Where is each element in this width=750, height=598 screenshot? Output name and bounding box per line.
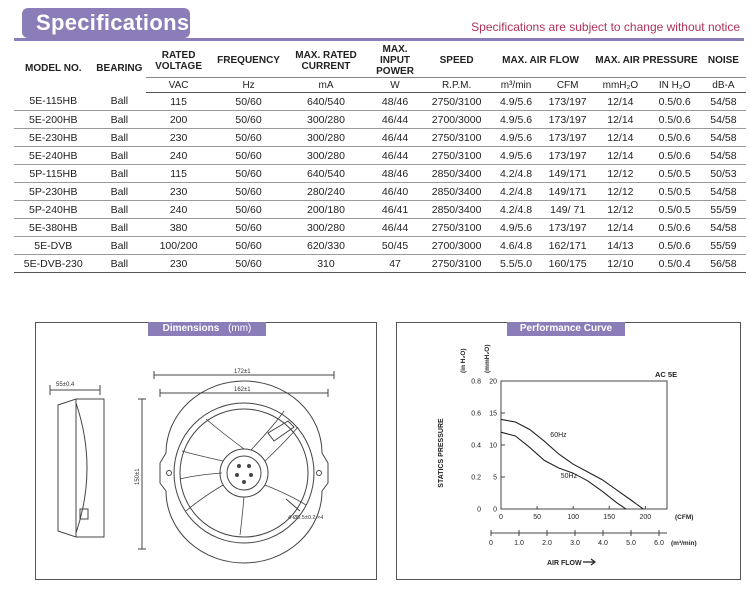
cell-voltage: 240 (146, 147, 211, 165)
x-tick-label-m3: 4.0 (598, 540, 608, 547)
x-tick-label-cfm: 200 (639, 514, 652, 521)
cell-voltage: 230 (146, 255, 211, 273)
cell-bearing: Ball (93, 165, 147, 183)
y-axis-label: STATICS PRESSURE (438, 418, 445, 488)
dim-label-depth: 55±0.4 (56, 382, 75, 388)
cell-airflow-m3: 4.9/5.6 (489, 111, 543, 129)
table-row (14, 111, 746, 129)
col-header-model: MODEL NO. (25, 62, 82, 74)
cell-speed: 2750/3100 (424, 147, 489, 165)
table-row (14, 237, 746, 255)
y-unit-right: (mmH₂O) (484, 344, 491, 373)
cell-model: 5E-DVB-230 (14, 255, 93, 273)
unit-cell: VAC (146, 78, 211, 93)
fan-side-view (50, 385, 104, 537)
cell-pressure-mm: 14/13 (592, 237, 648, 255)
cell-current: 300/280 (286, 147, 366, 165)
notice-text: Specifications are subject to change without notice (471, 20, 740, 34)
cell-voltage: 115 (146, 165, 211, 183)
performance-panel (396, 322, 741, 580)
cell-bearing: Ball (93, 111, 147, 129)
cell-noise: 54/58 (701, 129, 746, 147)
cell-airflow-cfm: 149/171 (543, 165, 592, 183)
col-header-power: MAX. INPUT POWER (376, 44, 414, 77)
cell-current: 300/280 (286, 129, 366, 147)
cell-airflow-cfm: 173/197 (543, 111, 592, 129)
cell-voltage: 115 (146, 93, 211, 111)
cell-speed: 2750/3100 (424, 255, 489, 273)
cell-frequency: 50/60 (211, 93, 286, 111)
cell-speed: 2850/3400 (424, 183, 489, 201)
table-row (14, 129, 746, 147)
cell-bearing: Ball (93, 237, 147, 255)
dim-label-outer-width: 172±1 (234, 369, 251, 375)
fan-front-view (138, 371, 334, 563)
section-divider (14, 38, 744, 41)
cell-model: 5E-380HB (14, 219, 93, 237)
cell-speed: 2850/3400 (424, 165, 489, 183)
dimensions-title: Dimensions (162, 323, 220, 334)
cell-power: 50/45 (366, 237, 425, 255)
cell-pressure-mm: 12/14 (592, 147, 648, 165)
cell-airflow-cfm: 173/197 (543, 147, 592, 165)
y-tick-label-mm: 5 (493, 474, 497, 482)
x-axis-label: AIR FLOW (547, 560, 582, 567)
col-header-bearing: BEARING (96, 62, 143, 74)
cell-current: 640/540 (286, 93, 366, 111)
x-tick-label-m3: 1.0 (514, 540, 524, 547)
cell-current: 620/330 (286, 237, 366, 255)
cell-noise: 54/58 (701, 219, 746, 237)
col-header-airflow: MAX. AIR FLOW (502, 55, 579, 66)
unit-cell: dB-A (701, 78, 746, 93)
cell-model: 5E-230HB (14, 129, 93, 147)
cell-voltage: 240 (146, 201, 211, 219)
cell-noise: 54/58 (701, 147, 746, 165)
y-tick-label-in: 0.8 (471, 378, 481, 386)
cell-pressure-mm: 12/10 (592, 255, 648, 273)
table-row (14, 201, 746, 219)
cell-frequency: 50/60 (211, 237, 286, 255)
cell-bearing: Ball (93, 219, 147, 237)
cell-airflow-m3: 4.2/4.8 (489, 183, 543, 201)
cell-power: 46/44 (366, 111, 425, 129)
cell-pressure-mm: 12/14 (592, 93, 648, 111)
cell-frequency: 50/60 (211, 165, 286, 183)
unit-cell: mA (286, 78, 366, 93)
cell-voltage: 100/200 (146, 237, 211, 255)
col-header-frequency: FREQUENCY (217, 55, 280, 66)
y-tick-label-in: 0.6 (471, 410, 481, 418)
cell-model: 5E-115HB (14, 93, 93, 111)
y-tick-label-in: 0.4 (471, 442, 481, 450)
col-header-pressure: MAX. AIR PRESSURE (595, 55, 698, 66)
cell-airflow-cfm: 149/ 71 (543, 201, 592, 219)
cell-speed: 2750/3100 (424, 129, 489, 147)
cell-frequency: 50/60 (211, 201, 286, 219)
cell-noise: 56/58 (701, 255, 746, 273)
performance-chart (397, 323, 740, 579)
cell-pressure-in: 0.5/0.5 (649, 183, 701, 201)
x-tick-label-cfm: 100 (567, 514, 580, 521)
cell-airflow-cfm: 149/171 (543, 183, 592, 201)
unit-cell: m³/min (489, 78, 543, 93)
cell-airflow-m3: 4.9/5.6 (489, 93, 543, 111)
cell-power: 46/40 (366, 183, 425, 201)
cell-airflow-m3: 4.9/5.6 (489, 219, 543, 237)
cell-pressure-in: 0.5/0.6 (649, 129, 701, 147)
cell-model: 5E-DVB (14, 237, 93, 255)
x-tick-label-cfm: 150 (603, 514, 616, 521)
cell-frequency: 50/60 (211, 129, 286, 147)
cell-airflow-m3: 4.2/4.8 (489, 201, 543, 219)
cell-speed: 2750/3100 (424, 219, 489, 237)
hub-pins (235, 464, 253, 484)
cell-airflow-cfm: 162/171 (543, 237, 592, 255)
cell-frequency: 50/60 (211, 255, 286, 273)
table-row (14, 255, 746, 273)
cell-bearing: Ball (93, 129, 147, 147)
dim-label-hole: 4-Ø5.5±0.2 ×4 (288, 515, 324, 521)
cell-current: 300/280 (286, 219, 366, 237)
fan-dimension-drawing (36, 323, 376, 579)
table-header-row (14, 44, 746, 78)
cell-speed: 2750/3100 (424, 93, 489, 111)
col-header-voltage: RATED VOLTAGE (155, 49, 202, 72)
x-axis-arrow (583, 559, 595, 565)
cell-airflow-cfm: 173/197 (543, 93, 592, 111)
x-tick-label-m3: 6.0 (654, 540, 664, 547)
table-row (14, 165, 746, 183)
y-tick-label-in: 0 (477, 506, 481, 514)
x-tick-label-m3: 0 (489, 540, 493, 547)
x-unit-cfm: (CFM) (675, 514, 694, 521)
unit-cell: Hz (211, 78, 286, 93)
cell-power: 48/46 (366, 165, 425, 183)
cell-power: 46/44 (366, 147, 425, 165)
x-tick-label-cfm: 0 (499, 514, 503, 521)
cell-power: 46/41 (366, 201, 425, 219)
cell-bearing: Ball (93, 147, 147, 165)
cell-pressure-mm: 12/14 (592, 111, 648, 129)
cell-pressure-in: 0.5/0.6 (649, 219, 701, 237)
performance-tab: Performance Curve (507, 322, 625, 336)
cell-pressure-mm: 12/12 (592, 165, 648, 183)
cell-airflow-m3: 4.9/5.6 (489, 147, 543, 165)
cell-current: 280/240 (286, 183, 366, 201)
cell-current: 200/180 (286, 201, 366, 219)
cell-noise: 54/58 (701, 111, 746, 129)
cell-speed: 2850/3400 (424, 201, 489, 219)
cell-pressure-in: 0.5/0.5 (649, 165, 701, 183)
x-tick-label-cfm: 50 (533, 514, 541, 521)
cell-pressure-mm: 12/12 (592, 183, 648, 201)
cell-voltage: 380 (146, 219, 211, 237)
cell-airflow-cfm: 173/197 (543, 219, 592, 237)
cell-voltage: 230 (146, 183, 211, 201)
cell-pressure-in: 0.5/0.4 (649, 255, 701, 273)
col-header-noise: NOISE (707, 55, 739, 66)
cell-airflow-m3: 4.6/4.8 (489, 237, 543, 255)
cell-frequency: 50/60 (211, 111, 286, 129)
cell-frequency: 50/60 (211, 183, 286, 201)
cell-pressure-in: 0.5/0.6 (649, 93, 701, 111)
cell-model: 5P-115HB (14, 165, 93, 183)
cell-model: 5P-230HB (14, 183, 93, 201)
cell-bearing: Ball (93, 93, 147, 111)
cell-frequency: 50/60 (211, 219, 286, 237)
col-header-current: MAX. RATED CURRENT (295, 49, 357, 72)
table-row (14, 93, 746, 111)
cell-bearing: Ball (93, 183, 147, 201)
cell-voltage: 230 (146, 129, 211, 147)
cell-noise: 54/58 (701, 183, 746, 201)
series-label: 50Hz (560, 473, 578, 481)
cell-pressure-in: 0.5/0.5 (649, 201, 701, 219)
x-tick-label-m3: 3.0 (570, 540, 580, 547)
cell-model: 5E-200HB (14, 111, 93, 129)
cell-pressure-mm: 12/12 (592, 201, 648, 219)
cell-bearing: Ball (93, 201, 147, 219)
cell-power: 46/44 (366, 129, 425, 147)
dimensions-panel (35, 322, 377, 580)
table-row (14, 183, 746, 201)
unit-cell: W (366, 78, 425, 93)
cell-airflow-m3: 4.9/5.6 (489, 129, 543, 147)
cell-pressure-mm: 12/14 (592, 219, 648, 237)
y-tick-label-mm: 0 (493, 506, 497, 514)
unit-cell: IN H₂O (649, 78, 701, 93)
y-tick-label-mm: 10 (489, 442, 497, 450)
y-tick-label-in: 0.2 (471, 474, 481, 482)
cell-pressure-in: 0.5/0.6 (649, 111, 701, 129)
cell-speed: 2700/3000 (424, 237, 489, 255)
specifications-table (14, 44, 746, 273)
model-label: AC 5E (655, 370, 678, 379)
cell-model: 5E-240HB (14, 147, 93, 165)
x-unit-m3: (m³/min) (671, 540, 697, 547)
cell-noise: 55/59 (701, 201, 746, 219)
y-unit-left: (in H₂O) (460, 348, 467, 373)
cell-pressure-in: 0.5/0.6 (649, 147, 701, 165)
cell-power: 47 (366, 255, 425, 273)
cell-airflow-m3: 5.5/5.0 (489, 255, 543, 273)
series-line-60Hz (501, 419, 643, 509)
cell-airflow-cfm: 173/197 (543, 129, 592, 147)
x-tick-label-m3: 2.0 (542, 540, 552, 547)
series-label: 60Hz (550, 432, 567, 440)
dim-label-inner-width: 162±1 (234, 387, 251, 393)
unit-cell: CFM (543, 78, 592, 93)
cell-speed: 2700/3000 (424, 111, 489, 129)
table-row (14, 147, 746, 165)
x-tick-label-m3: 5.0 (626, 540, 636, 547)
cell-voltage: 200 (146, 111, 211, 129)
cell-current: 300/280 (286, 111, 366, 129)
cell-airflow-cfm: 160/175 (543, 255, 592, 273)
cell-model: 5P-240HB (14, 201, 93, 219)
col-header-speed: SPEED (439, 55, 474, 66)
cell-pressure-in: 0.5/0.6 (649, 237, 701, 255)
cell-noise: 54/58 (701, 93, 746, 111)
cell-power: 46/44 (366, 219, 425, 237)
cell-current: 310 (286, 255, 366, 273)
cell-frequency: 50/60 (211, 147, 286, 165)
cell-bearing: Ball (93, 255, 147, 273)
y-tick-label-mm: 15 (489, 410, 497, 418)
y-tick-label-mm: 20 (489, 378, 497, 386)
unit-cell: mmH₂O (592, 78, 648, 93)
cell-current: 640/540 (286, 165, 366, 183)
unit-cell: R.P.M. (424, 78, 489, 93)
cell-power: 48/46 (366, 93, 425, 111)
series-line-50Hz (501, 432, 626, 509)
cell-noise: 55/59 (701, 237, 746, 255)
dim-label-height: 150±1 (135, 468, 141, 485)
section-title: Specifications (22, 8, 190, 38)
dimensions-unit: (mm) (228, 323, 252, 334)
cell-noise: 50/53 (701, 165, 746, 183)
table-row (14, 219, 746, 237)
cell-pressure-mm: 12/14 (592, 129, 648, 147)
cell-airflow-m3: 4.2/4.8 (489, 165, 543, 183)
